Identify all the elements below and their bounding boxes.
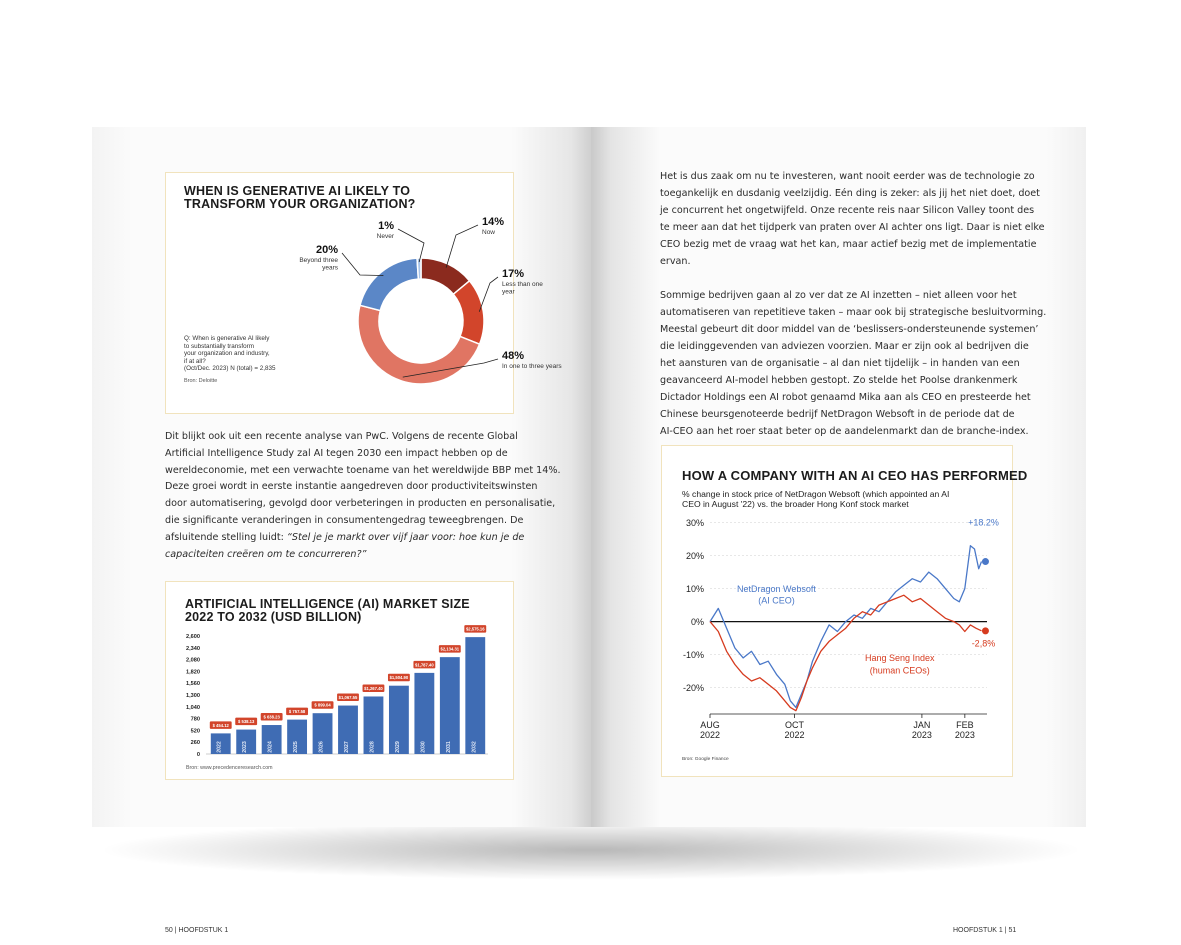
line-chart-box <box>661 445 1028 777</box>
bar-category-label: 2030 <box>420 741 427 753</box>
donut-chart-title: WHEN IS GENERATIVE AI LIKELY TO TRANSFORM YOUR ORGANIZATION? <box>184 184 416 211</box>
donut-category-label: Beyond three <box>299 257 338 264</box>
right-folio: HOOFDSTUK 1 | 51 <box>953 927 1017 934</box>
line-chart-subtitle: % change in stock price of NetDragon Websoft (which appointed an AI CEO in August '22) vs. the broader Hong Konf stock market <box>682 489 950 509</box>
donut-leader-line <box>342 253 383 276</box>
bar-ytick-label: 1,040 <box>186 704 200 711</box>
bar-category-label: 2025 <box>293 741 300 753</box>
line-ytick-label: 0% <box>690 617 704 628</box>
bar-ytick-label: 2,080 <box>186 657 200 664</box>
donut-category-label: In one to three years <box>502 363 562 370</box>
series-name-sublabel: (AI CEO) <box>758 595 795 606</box>
bar-source: Bron: www.precedenceresearch.com <box>186 765 273 771</box>
bar-ytick-label: 780 <box>190 716 200 723</box>
line-ytick-label: -10% <box>682 650 704 661</box>
left-page <box>92 127 591 934</box>
series-line-hang-seng <box>710 595 982 711</box>
bar-category-label: 2022 <box>216 741 223 753</box>
bar-ytick-label: 2,600 <box>186 634 200 640</box>
bar-category-label: 2026 <box>318 741 325 753</box>
bar-ytick-label: 2,340 <box>186 645 200 652</box>
bar-value-label: $ 757.58 <box>288 709 306 715</box>
donut-chart-box <box>165 172 562 414</box>
line-xtick-month: JAN <box>913 720 931 730</box>
donut-pct-label: 48% <box>502 350 525 362</box>
bar-ytick-label: 0 <box>196 752 200 758</box>
donut-category-label: year <box>502 288 515 296</box>
series-end-dot <box>982 558 989 565</box>
bar-2032 <box>465 637 485 754</box>
series-name-sublabel: (human CEOs) <box>869 665 930 676</box>
left-body-paragraph: Dit blijkt ook uit een recente analyse van PwC. Volgens de recente Global Artificial Intelligence Study zal AI tegen 2030 een impact hebben op de wereldeconomie, met een verwachte toename van het wereldwijde BBP met 14%. Deze groei wordt in eerste instantie aangedreven door productiviteitswinsten door automatisering, gevolgd door verbeteringen in producten en personalisatie, die significante veranderingen in consumentengedrag teweegbrengen. De afsluitende stelling luidt: “Stel je je markt over vijf jaar voor: hoe kun je de capaciteiten creëren om te concurreren?” <box>165 431 561 560</box>
donut-slice-less-than-one-year <box>453 281 484 344</box>
bar-value-label: $ 899.04 <box>314 702 331 708</box>
bar-ytick-label: 1,820 <box>186 669 200 676</box>
line-ytick-label: 30% <box>685 518 704 529</box>
line-xtick-month: OCT <box>784 720 804 730</box>
line-ytick-label: 10% <box>685 584 704 595</box>
bar-value-label: $1,504.90 <box>389 675 409 681</box>
bar-category-label: 2031 <box>445 741 452 753</box>
donut-question: Q: When is generative AI likely to substantially transform your organization and industry, if at all? (Oct/Dec. 2023) N (total) = 2,835 <box>184 335 276 373</box>
bar-value-label: $ 638.23 <box>263 714 280 720</box>
donut-pct-label: 17% <box>502 268 525 280</box>
bar-2031 <box>440 657 460 754</box>
series-name-label: Hang Seng Index <box>864 653 935 664</box>
quote-line-1: “Stel je je markt over vijf jaar voor: hoe kun je de <box>286 531 525 543</box>
donut-leader-line <box>446 225 478 268</box>
donut-slice-beyond-three-years <box>360 258 418 310</box>
line-xtick-year: 2023 <box>911 730 932 740</box>
bar-category-label: 2027 <box>344 741 350 753</box>
right-body-text <box>660 168 1070 457</box>
book-shadow <box>96 820 1086 880</box>
line-xtick-year: 2023 <box>954 730 975 740</box>
bar-ytick-label: 260 <box>190 740 200 747</box>
line-chart <box>662 446 1012 776</box>
bar-value-label: $1,787.40 <box>415 662 434 668</box>
donut-leader-line <box>398 229 424 262</box>
series-line-netdragon <box>710 546 982 708</box>
line-xtick-month: AUG <box>700 720 720 730</box>
donut-category-label: years <box>322 264 338 272</box>
bar-value-label: $ 454.12 <box>212 722 229 728</box>
left-folio: 50 | HOOFDSTUK 1 <box>165 927 229 934</box>
donut-category-label: Less than one <box>502 281 543 288</box>
bar-ytick-label: 520 <box>190 728 200 735</box>
bar-chart-title: ARTIFICIAL INTELLIGENCE (AI) MARKET SIZE 2022 TO 2032 (USD BILLION) <box>185 597 470 624</box>
series-name-label: NetDragon Websoft <box>737 583 816 594</box>
line-xtick-year: 2022 <box>699 730 721 740</box>
donut-category-label: Never <box>376 233 394 240</box>
bar-category-label: 2028 <box>369 741 376 753</box>
line-ytick-label: -20% <box>682 683 704 694</box>
bar-ytick-label: 1,560 <box>186 681 200 688</box>
bar-category-label: 2023 <box>242 741 249 753</box>
bar-category-label: 2029 <box>394 741 401 753</box>
bar-chart <box>166 582 513 779</box>
series-end-dot <box>982 627 989 634</box>
line-ytick-label: 20% <box>685 551 704 562</box>
series-end-label: +18.2% <box>968 517 999 528</box>
right-paragraph-1: Het is dus zaak om nu te investeren, want nooit eerder was de technologie zo toegankelijk en dusdanig veelzijdig. Eén ding is zeker: als jij het niet doet, doet je concurrent het ongetwijfeld. Onze recente reis naar Silicon Valley toont des te meer aan dat het tijdperk van praten over AI achter ons ligt. Daar is niet elke CEO bezig met de vraag wat het kan, maar actief bezig met de implementatie ervan. <box>660 171 1045 267</box>
line-source: Bron: Google Finance <box>682 757 729 762</box>
bar-ytick-label: 1,300 <box>186 693 200 699</box>
donut-pct-label: 20% <box>315 244 338 256</box>
donut-chart <box>166 173 562 413</box>
bar-value-label: $ 538.13 <box>238 719 255 725</box>
bar-category-label: 2024 <box>267 741 274 753</box>
line-xtick-month: FEB <box>956 720 974 730</box>
bar-value-label: $2,134.31 <box>440 646 460 652</box>
donut-pct-label: 1% <box>378 220 394 232</box>
donut-slice-in-one-to-three-years <box>358 305 480 384</box>
line-xtick-year: 2022 <box>784 730 805 740</box>
bar-category-label: 2032 <box>471 741 478 753</box>
bar-chart-box <box>165 581 514 780</box>
bar-value-label: $1,067.55 <box>338 695 358 701</box>
bar-value-label: $1,267.40 <box>364 685 383 691</box>
donut-category-label: Now <box>482 229 496 236</box>
bar-value-label: $2,575.16 <box>465 626 485 632</box>
donut-source: Bron: Deloitte <box>184 378 218 384</box>
donut-pct-label: 14% <box>482 216 505 228</box>
right-page <box>591 127 1086 934</box>
right-paragraph-2: Sommige bedrijven gaan al zo ver dat ze AI inzetten – niet alleen voor het automatiseren van repetitieve taken – maar ook bij strategische besluitvorming. Meestal gebeurt dit door middel van de ‘beslissers-ondersteunende systemen’ die leidinggevenden van adviezen voorzien. Maar er zijn ook al bedrijven die het aansturen van de organisatie – al dan niet tijdelijk – in handen van een geavanceerd AI-model hebben gestopt. Zo stelde het Poolse drankenmerk Dictador Holdings een AI robot genaamd Mika aan als CEO en presteerde het Chinese beursgenoteerde bedrijf NetDragon Websoft in de periode dat de AI-CEO aan het roer staat beter op de aandelenmarkt dan de branche-index. <box>660 290 1047 437</box>
line-chart-title: HOW A COMPANY WITH AN AI CEO HAS PERFORMED <box>682 468 1028 483</box>
series-end-label: -2,8% <box>971 638 996 649</box>
